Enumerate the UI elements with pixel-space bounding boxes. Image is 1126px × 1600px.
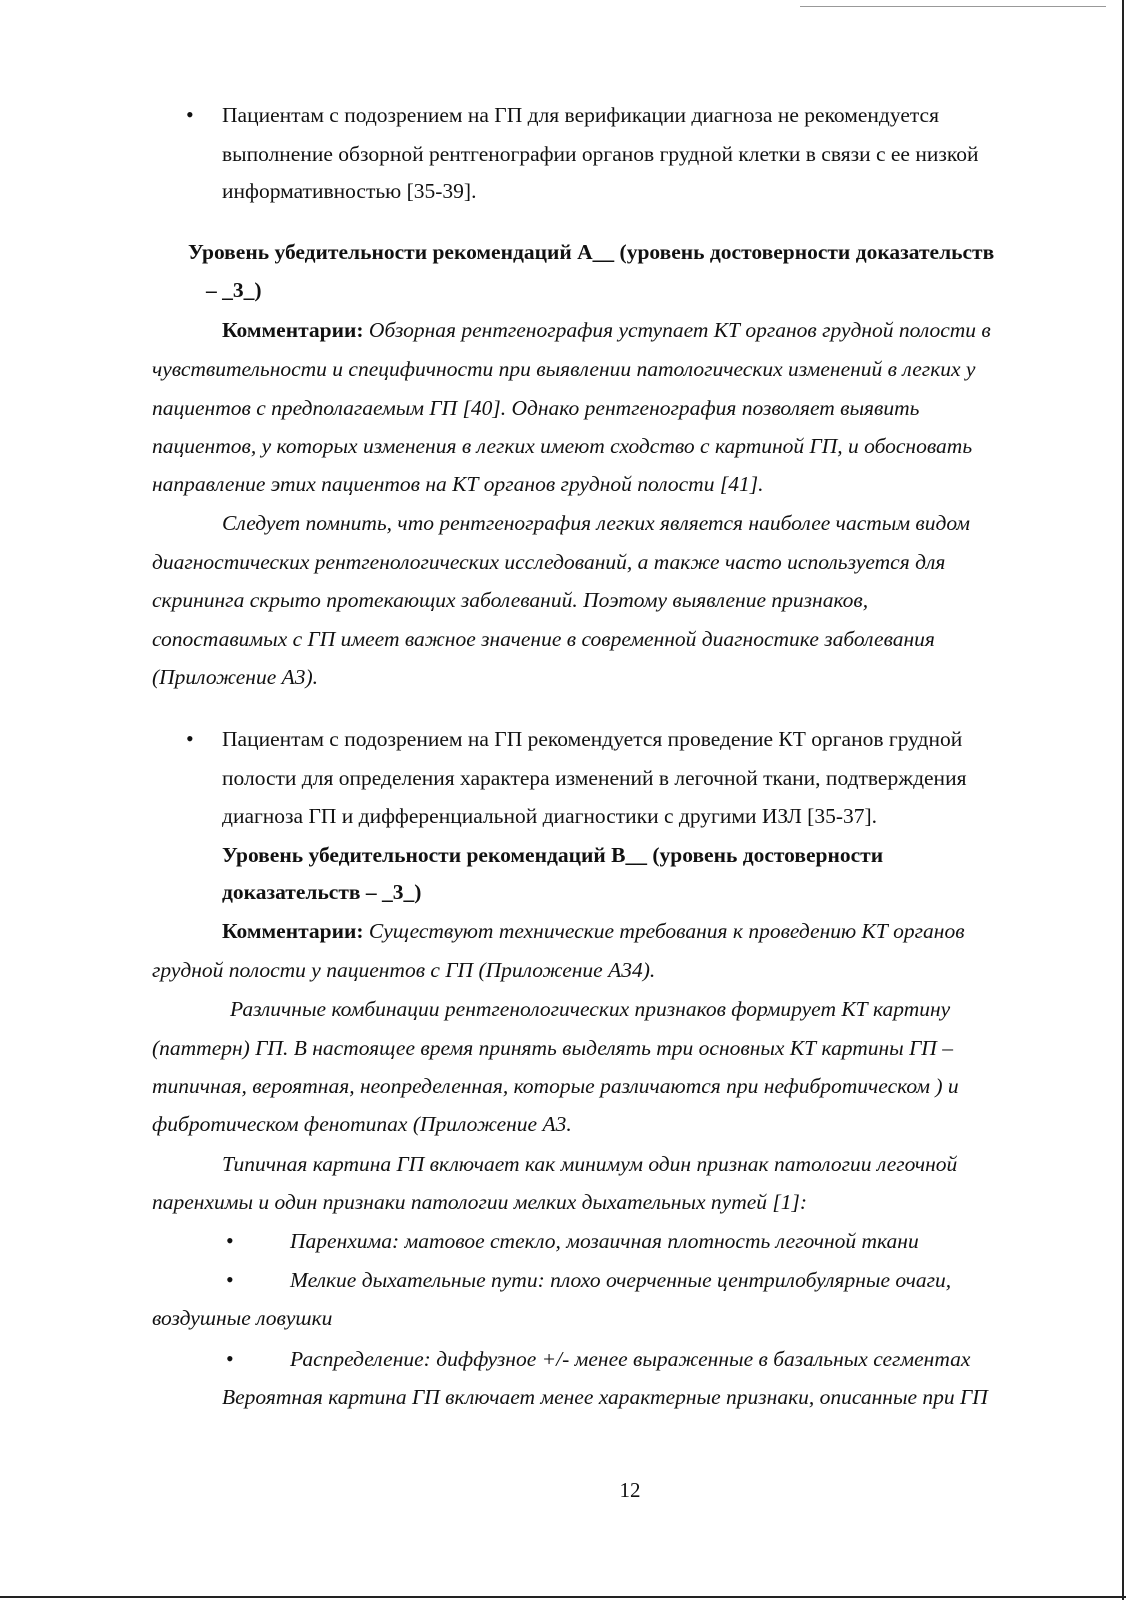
block2-line1: Пациентам с подозрением на ГП рекомендуется проведение КТ органов грудной <box>222 727 963 751</box>
comment-2-line1 <box>222 916 965 946</box>
scan-bottom-edge <box>0 1596 1126 1598</box>
comment-text: Обзорная рентгенография уступает КТ органов грудной полости в <box>368 318 991 342</box>
comment-1-line2: чувствительности и специфичности при выявлении патологических изменений в легких у <box>152 357 976 381</box>
block1-line2: выполнение обзорной рентгенографии органов грудной клетки в связи с ее низкой <box>222 142 979 166</box>
block2-line2: полости для определения характера изменений в легочной ткани, подтверждения <box>222 766 967 790</box>
evidence-level-2-line1: Уровень убедительности рекомендаций В__ (уровень достоверности <box>222 843 884 867</box>
para3-line2: (паттерн) ГП. В настоящее время принять выделять три основных КТ картины ГП – <box>152 1036 953 1060</box>
comment-1-line5: направление этих пациентов на КТ органов грудной полости [41]. <box>152 472 764 496</box>
para2-line4: сопоставимых с ГП имеет важное значение в современной диагностике заболевания <box>152 627 935 651</box>
page-number: 12 <box>619 1478 641 1502</box>
para5-line1: Вероятная картина ГП включает менее характерные признаки, описанные при ГП <box>222 1385 988 1409</box>
block1-line1: Пациентам с подозрением на ГП для верификации диагноза не рекомендуется <box>222 103 939 127</box>
evidence-level-1-line1: Уровень убедительности рекомендаций А__ (уровень достоверности доказательств <box>188 240 995 264</box>
bullet-marker: • <box>226 1267 234 1292</box>
list-item-3: Распределение: диффузное +/- менее выраженные в базальных сегментах <box>290 1347 971 1371</box>
para3-line1: Различные комбинации рентгенологических признаков формирует КТ картину <box>230 997 951 1021</box>
para3-line4: фибротическом фенотипах (Приложение А3. <box>152 1112 572 1136</box>
comment-label: Комментарии: <box>222 318 364 342</box>
scan-right-edge <box>1122 0 1124 1600</box>
comment-2-line2: грудной полости у пациентов с ГП (Приложение А34). <box>152 958 656 982</box>
para2-line5: (Приложение А3). <box>152 665 319 689</box>
comment-label: Комментарии: <box>222 919 364 943</box>
list-item-2-line1: Мелкие дыхательные пути: плохо очерченные центрилобулярные очаги, <box>290 1268 952 1292</box>
list-item-1: Паренхима: матовое стекло, мозаичная плотность легочной ткани <box>290 1229 919 1253</box>
scan-top-line <box>800 6 1106 7</box>
comment-1-line3: пациентов с предполагаемым ГП [40]. Однако рентгенография позволяет выявить <box>152 396 920 420</box>
block2-line3: диагноза ГП и дифференциальной диагностики с другими ИЗЛ [35-37]. <box>222 804 878 828</box>
comment-text: Существуют технические требования к проведению КТ органов <box>368 919 965 943</box>
para3-line3: типичная, вероятная, неопределенная, которые различаются при нефибротическом ) и <box>152 1074 959 1098</box>
bullet-marker: • <box>186 726 194 751</box>
para2-line3: скрининга скрыто протекающих заболеваний. Поэтому выявление признаков, <box>152 588 869 612</box>
comment-1-line4: пациентов, у которых изменения в легких имеют сходство с картиной ГП, и обосновать <box>152 434 973 458</box>
bullet-marker: • <box>226 1346 234 1371</box>
bullet-marker: • <box>186 102 194 127</box>
evidence-level-1-line2: – _3_) <box>206 278 262 302</box>
para2-line1: Следует помнить, что рентгенография легких является наиболее частым видом <box>222 511 971 535</box>
bullet-marker: • <box>226 1228 234 1253</box>
para4-line2: паренхимы и один признаки патологии мелких дыхательных путей [1]: <box>152 1190 808 1214</box>
comment-1-line1 <box>222 315 991 345</box>
para2-line2: диагностических рентгенологических исследований, а также часто используется для <box>152 550 946 574</box>
block1-line3: информативностью [35-39]. <box>222 179 477 203</box>
evidence-level-2-line2: доказательств – _3_) <box>222 880 422 904</box>
list-item-2-line2: воздушные ловушки <box>152 1306 333 1330</box>
para4-line1: Типичная картина ГП включает как минимум один признак патологии легочной <box>222 1152 958 1176</box>
